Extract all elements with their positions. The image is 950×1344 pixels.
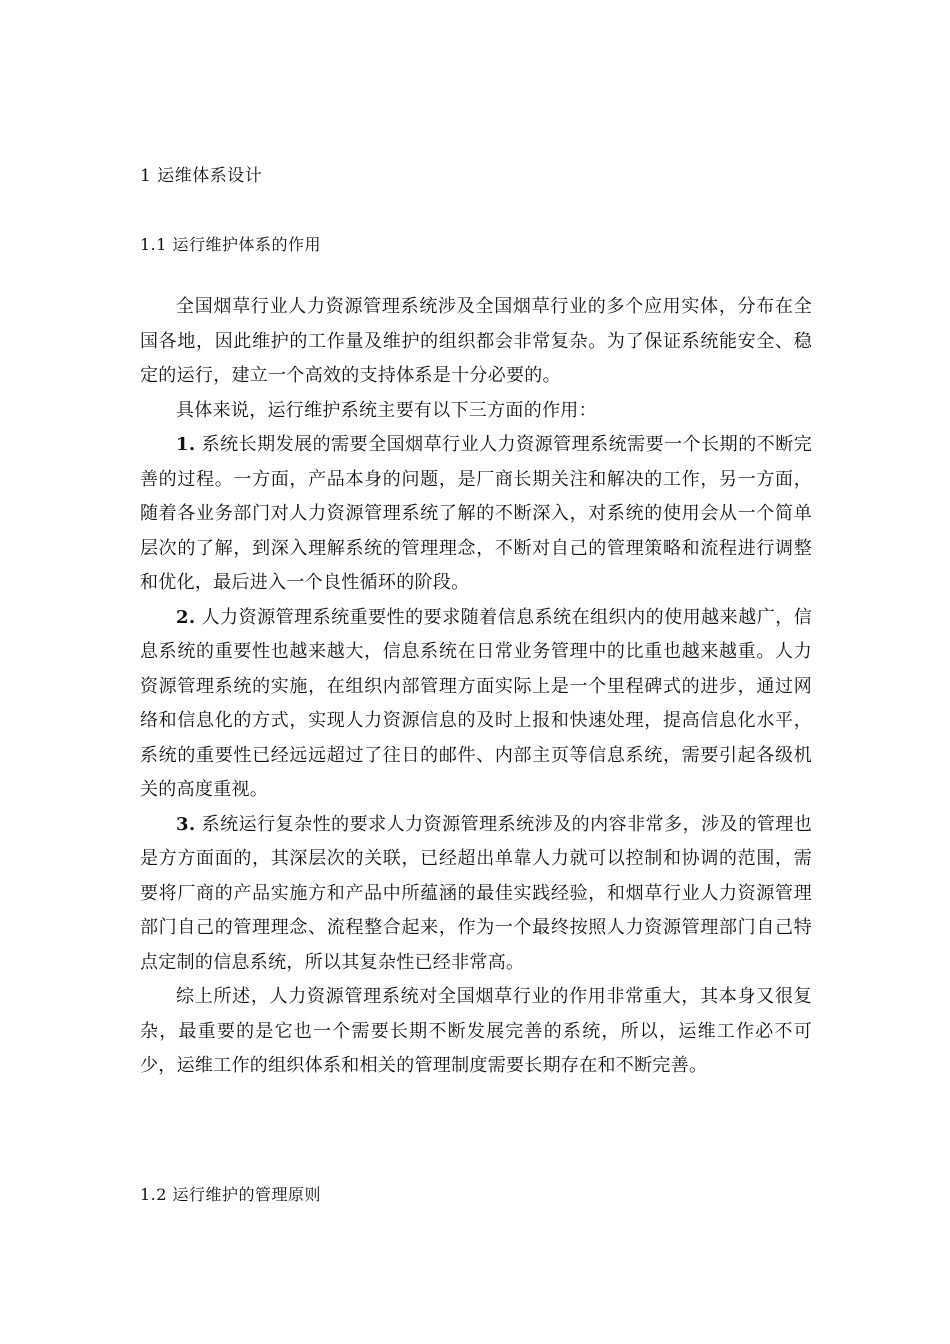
list-item-3-text: 系统运行复杂性的要求人力资源管理系统涉及的内容非常多，涉及的管理也是方方面面的，其深层次的关联，已经超出单靠人力就可以控制和协调的范围，需要将厂商的产品实施方和产品中所蕴涵的最佳实践经验，和烟草行业人力资源管理部门自己的管理理念、流程整合起来，作为一个最终按照人力资源管理部门自己特点定制的信息系统，所以其复杂性已经非常高。 bbox=[140, 813, 812, 973]
intro-paragraph: 全国烟草行业人力资源管理系统涉及全国烟草行业的多个应用实体，分布在全国各地，因此维护的工作量及维护的组织都会非常复杂。为了保证系统能安全、稳定的运行，建立一个高效的支持体系是十分必要的。 bbox=[140, 296, 812, 386]
list-item-1-text: 系统长期发展的需要全国烟草行业人力资源管理系统需要一个长期的不断完善的过程。一方面，产品本身的问题，是厂商长期关注和解决的工作，另一方面，随着各业务部门对人力资源管理系统了解的不断深入，对系统的使用会从一个简单层次的了解，到深入理解系统的管理理念，不断对自己的管理策略和流程进行调整和优化，最后进入一个良性循环的阶段。 bbox=[140, 434, 812, 593]
list-item-3-number: 3. bbox=[176, 813, 196, 835]
lead-paragraph: 具体来说，运行维护系统主要有以下三方面的作用： bbox=[176, 399, 597, 421]
section-body bbox=[140, 290, 812, 1084]
chapter-title: 1 运维体系设计 bbox=[140, 166, 263, 186]
list-item-2-number: 2. bbox=[176, 606, 196, 628]
summary-paragraph: 综上所述，人力资源管理系统对全国烟草行业的作用非常重大，其本身又很复杂，最重要的是它也一个需要长期不断发展完善的系统，所以，运维工作必不可少，运维工作的组织体系和相关的管理制度需要长期存在和不断完善。 bbox=[140, 986, 812, 1076]
list-item-1-number: 1. bbox=[176, 434, 196, 455]
list-item-2 bbox=[140, 601, 812, 808]
section-title-1-2: 1.2 运行维护的管理原则 bbox=[140, 1185, 322, 1204]
list-item-2-text: 人力资源管理系统重要性的要求随着信息系统在组织内的使用越来越广，信息系统的重要性也越来越大，信息系统在日常业务管理中的比重也越来越重。人力资源管理系统的实施，在组织内部管理方面实际上是一个里程碑式的进步，通过网络和信息化的方式，实现人力资源信息的及时上报和快速处理，提高信息化水平，系统的重要性已经远远超过了往日的邮件、内部主页等信息系统，需要引起各级机关的高度重视。 bbox=[140, 606, 812, 800]
section-title-1-1: 1.1 运行维护体系的作用 bbox=[140, 235, 322, 254]
list-item-3 bbox=[140, 808, 812, 981]
list-item-1 bbox=[140, 428, 812, 601]
